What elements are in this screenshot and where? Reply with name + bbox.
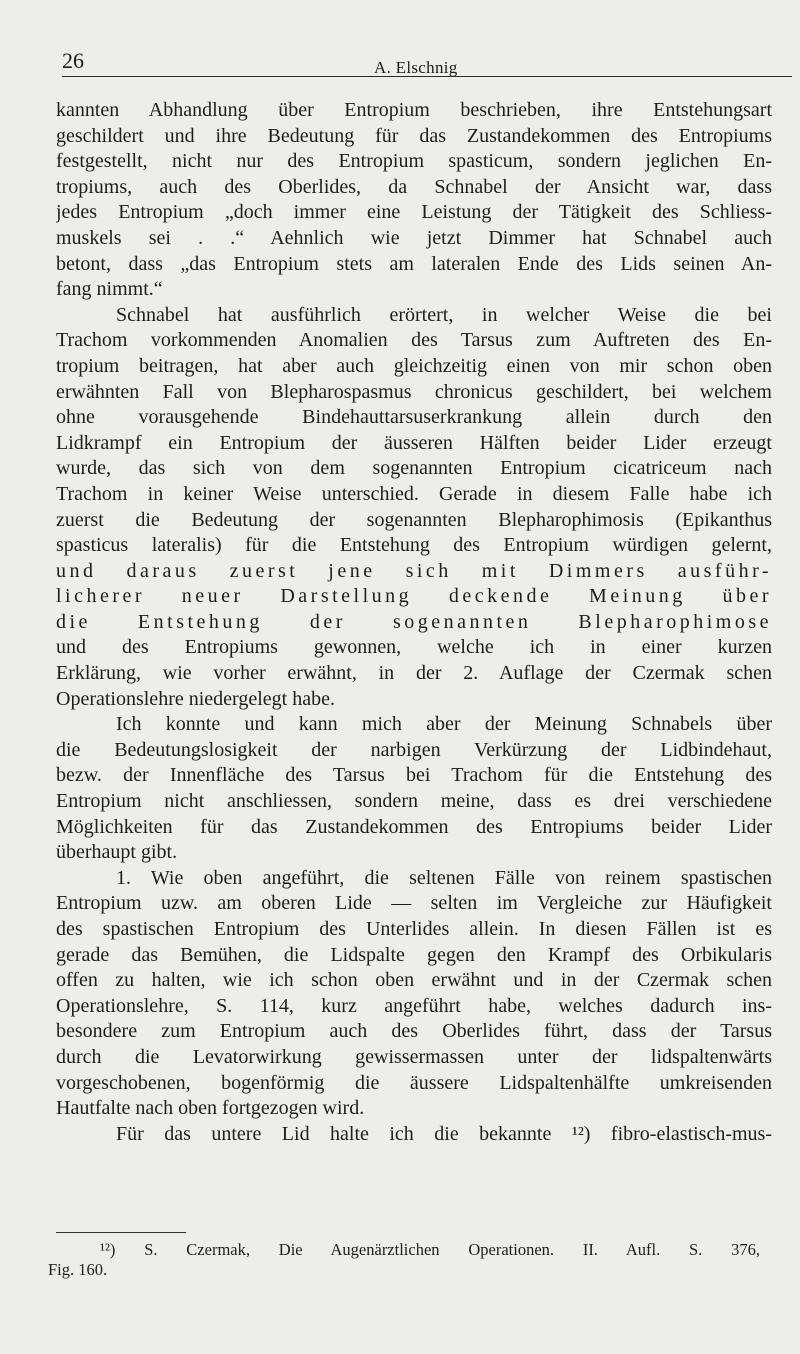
paragraph-start-line: Schnabel hat ausführlich erörtert, in welcher Weise die bei bbox=[116, 303, 772, 326]
text-line: des spastischen Entropium des Unterlides allein. In diesen Fällen ist es bbox=[56, 918, 772, 940]
text-line: betont, dass „das Entropium stets am lateralen Ende des Lids seinen An- bbox=[56, 252, 772, 275]
body-text bbox=[56, 98, 772, 1147]
text-line: jedes Entropium „doch immer eine Leistung der Tätigkeit des Schliess- bbox=[56, 201, 772, 224]
text-line: Entropium uzw. am oberen Lide — selten im Vergleiche zur Häufigkeit bbox=[56, 892, 772, 915]
text-line: Entropium nicht anschliessen, sondern meine, dass es drei verschiedene bbox=[56, 790, 772, 813]
footnote-rule bbox=[56, 1232, 186, 1233]
text-line: Trachom vorkommenden Anomalien des Tarsus zum Auftreten des En- bbox=[56, 329, 772, 352]
text-line: überhaupt gibt. bbox=[56, 841, 178, 864]
text-line: besondere zum Entropium auch des Oberlides führt, dass der Tarsus bbox=[56, 1020, 772, 1043]
text-line: durch die Levatorwirkung gewissermassen unter der lidspaltenwärts bbox=[56, 1045, 772, 1068]
text-line: und des Entropiums gewonnen, welche ich in einer kurzen bbox=[56, 636, 772, 659]
text-line: Operationslehre niedergelegt habe. bbox=[56, 687, 335, 710]
running-head: A. Elschnig bbox=[374, 58, 458, 77]
text-line: tropiums, auch des Oberlides, da Schnabel der Ansicht war, dass bbox=[56, 175, 772, 198]
text-line: Trachom in keiner Weise unterschied. Gerade in diesem Falle habe ich bbox=[56, 482, 772, 505]
text-line: die Entstehung der sogenannten Blepharophimose bbox=[56, 610, 772, 633]
text-line: Operationslehre, S. 114, kurz angeführt habe, welches dadurch ins- bbox=[56, 994, 772, 1017]
paragraph-start-line: Ich konnte und kann mich aber der Meinung Schnabels über bbox=[116, 713, 772, 736]
paragraph-start-line: 1. Wie oben angeführt, die seltenen Fälle von reinem spastischen bbox=[116, 866, 772, 889]
page-header bbox=[62, 46, 792, 82]
text-line: geschildert und ihre Bedeutung für das Zustandekommen des Entropiums bbox=[56, 124, 772, 147]
text-line: vorgeschobenen, bogenförmig die äussere Lidspaltenhälfte umkreisenden bbox=[56, 1071, 772, 1094]
text-line: zuerst die Bedeutung der sogenannten Blepharophimosis (Epikanthus bbox=[56, 508, 772, 531]
text-line: Lidkrampf ein Entropium der äusseren Hälften beider Lider erzeugt bbox=[56, 431, 772, 454]
footnote-line: ¹²) S. Czermak, Die Augenärztlichen Operationen. II. Aufl. S. 376, bbox=[100, 1240, 760, 1259]
footnote-line: Fig. 160. bbox=[48, 1260, 108, 1279]
text-line: fang nimmt.“ bbox=[56, 278, 163, 301]
text-line: und daraus zuerst jene sich mit Dimmers ausführ- bbox=[56, 559, 772, 582]
text-line: licherer neuer Darstellung deckende Meinung über bbox=[56, 585, 772, 608]
text-line: kannten Abhandlung über Entropium beschrieben, ihre Entstehungsart bbox=[56, 99, 772, 121]
text-line: Möglichkeiten für das Zustandekommen des Entropiums beider Lider bbox=[56, 815, 772, 838]
text-line: muskels sei . .“ Aehnlich wie jetzt Dimmer hat Schnabel auch bbox=[56, 226, 772, 249]
text-line: wurde, das sich von dem sogenannten Entropium cicatriceum nach bbox=[56, 457, 772, 480]
text-line: erwähnten Fall von Blepharospasmus chronicus geschildert, bei welchem bbox=[56, 380, 772, 403]
text-line: tropium beitragen, hat aber auch gleichzeitig einen von mir schon oben bbox=[56, 354, 772, 377]
text-line: spasticus lateralis) für die Entstehung des Entropium würdigen gelernt, bbox=[56, 534, 772, 557]
text-line: ohne vorausgehende Bindehauttarsuserkrankung allein durch den bbox=[56, 406, 772, 429]
text-line: die Bedeutungslosigkeit der narbigen Verkürzung der Lidbindehaut, bbox=[56, 738, 772, 761]
text-line: Erklärung, wie vorher erwähnt, in der 2. Auflage der Czermak schen bbox=[56, 662, 772, 685]
page-number: 26 bbox=[62, 48, 84, 73]
text-line: bezw. der Innenfläche des Tarsus bei Trachom für die Entstehung des bbox=[56, 764, 772, 787]
header-rule bbox=[62, 76, 792, 77]
footnote bbox=[48, 1240, 760, 1280]
text-line: offen zu halten, wie ich schon oben erwähnt und in der Czermak schen bbox=[56, 969, 772, 992]
text-line: gerade das Bemühen, die Lidspalte gegen den Krampf des Orbikularis bbox=[56, 943, 772, 966]
text-line: Hautfalte nach oben fortgezogen wird. bbox=[56, 1097, 365, 1120]
paragraph-start-line: Für das untere Lid halte ich die bekannte ¹²) fibro-elastisch-mus- bbox=[116, 1122, 772, 1145]
text-line: festgestellt, nicht nur des Entropium spasticum, sondern jeglichen En- bbox=[56, 150, 772, 173]
